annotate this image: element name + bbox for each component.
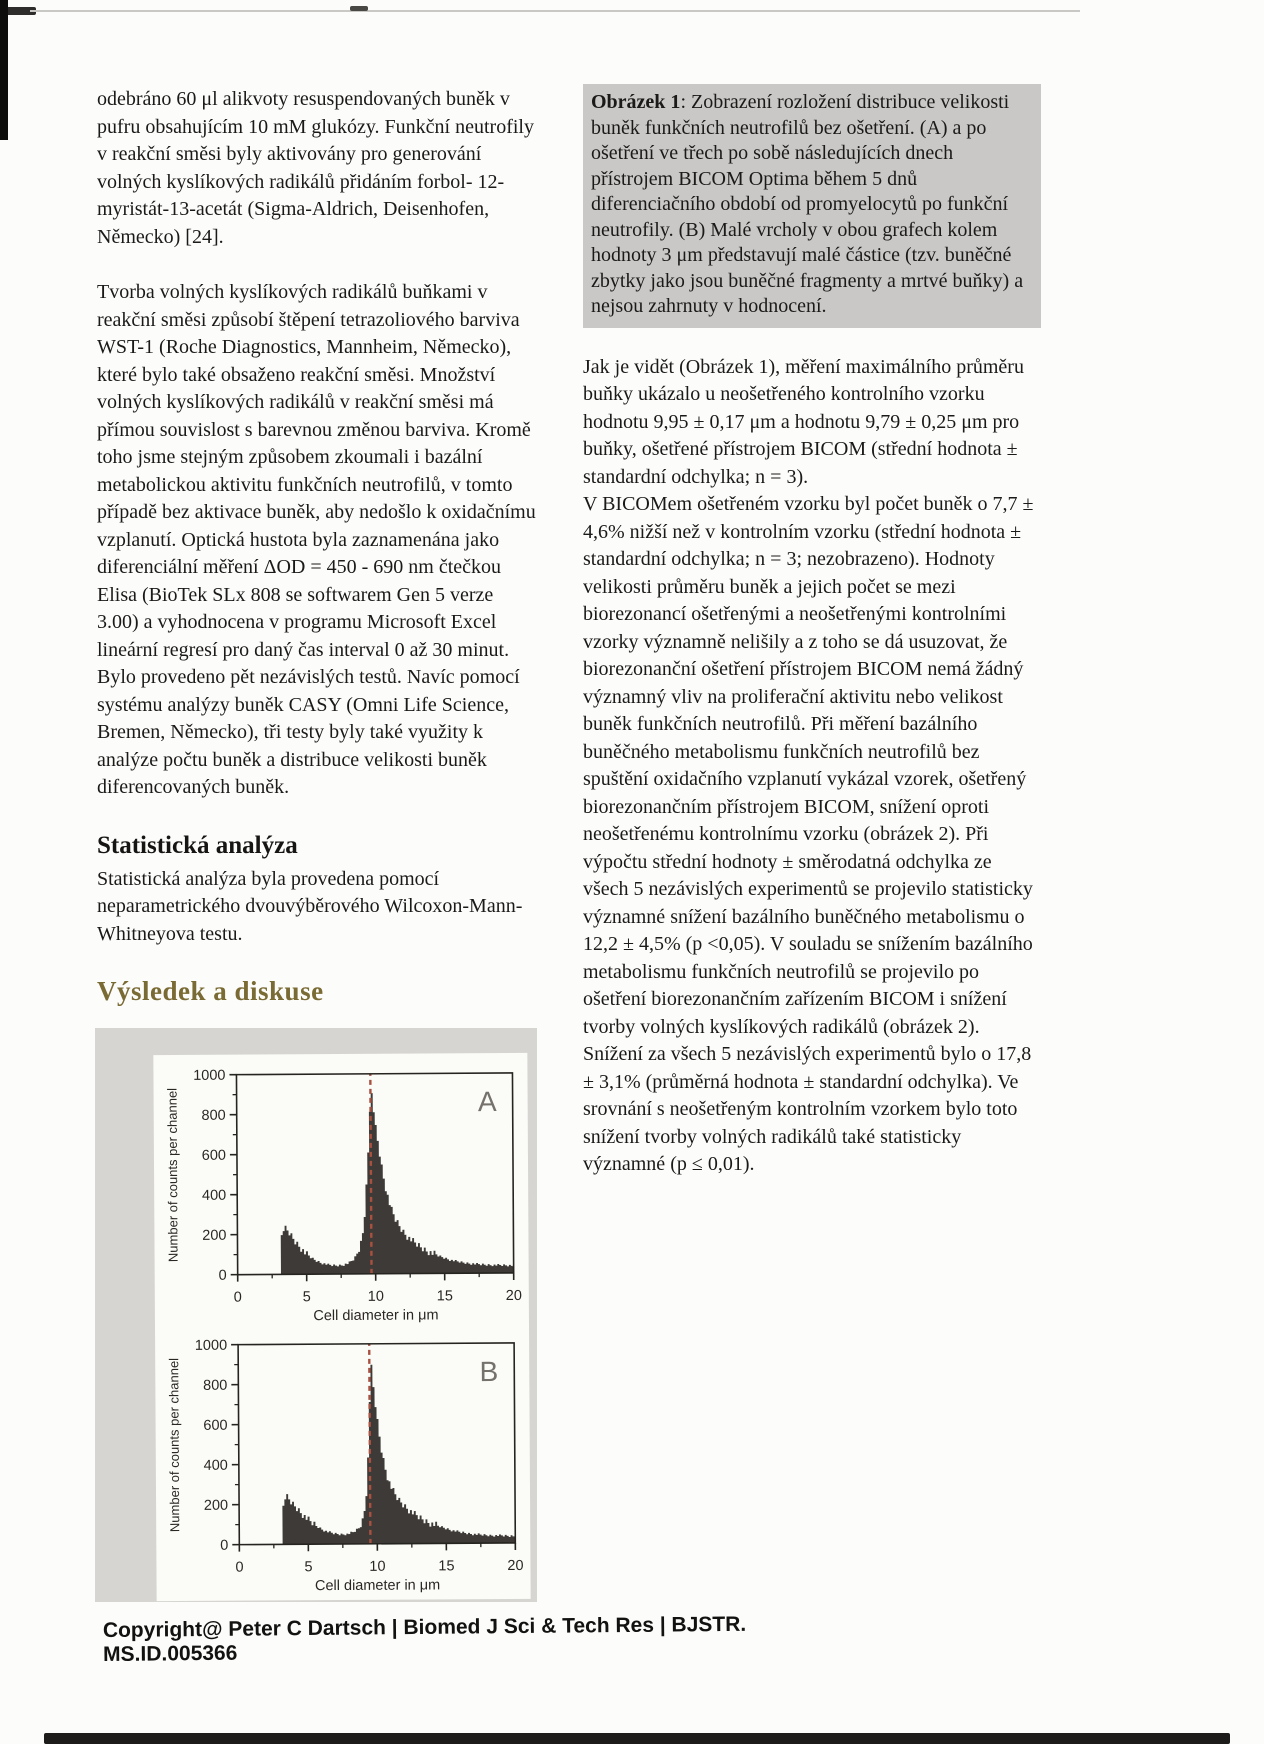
svg-text:15: 15 — [436, 1288, 453, 1305]
figure-caption-text: : Zobrazení rozložení distribuce velikosti buněk funkčních neutrofilů bez ošetření. (A) a po ošetření ve třech po sobě následujících dnech přístrojem BICOM Optima během 5 dnů diferenciačního období od promyelocytů po funkční neutrofily. (B) Malé vrcholy v obou grafech kolem hodnoty 3 μm představují malé částice (tzv. buněčné zbytky jako jsou buněčné fragmenty a mrtvé buňky) a nejsou zahrnuty v hodnocení. — [591, 91, 1024, 317]
paragraph-methods-aliquots: odebráno 60 μl alikvoty resuspendovaných buněk v pufru obsahujícím 10 mM glukózy. Funkční neutrofily v reakční směsi byly aktivovány pro generování volných kyslíkových radikálů přidáním forbol- 12-myristát-13-acetát (Sigma-Aldrich, Deisenhofen, Německo) [24]. — [97, 88, 534, 248]
panel-letter: B — [479, 1356, 499, 1388]
left-column — [97, 86, 539, 1008]
svg-text:5: 5 — [302, 1289, 311, 1306]
scan-mark-left-edge — [0, 0, 8, 140]
scan-mark-top-center — [350, 6, 368, 11]
histogram-svg-A — [154, 1057, 528, 1327]
histogram-chart-b — [156, 1327, 530, 1602]
paragraph-methods-radicals: Tvorba volných kyslíkových radikálů buňkami v reakční směsi způsobí štěpení tetrazoliového barviva WST-1 (Roche Diagnostics, Mannheim, Německo), které bylo také obsaženo reakční směsi. Množství volných kyslíkových radikálů v reakční směsi má přímou souvislost s barevnou změnou barviva. Kromě toho jsme stejným způsobem zkoumali i bazální metabolickou aktivitu funkčních neutrofilů, v tomto případě bez aktivace buněk, aby nedošlo k oxidačnímu vzplanutí. Optická hustota byla zaznamenána jako diferenciální měření ΔOD = 450 - 690 nm čtečkou Elisa (BioTek SLx 808 se softwarem Gen 5 verze 3.00) a vyhodnocena v programu Microsoft Excel lineární regresí pro daný čas interval 0 až 30 minut. Bylo provedeno pět nezávislých testů. Navíc pomocí systému analýzy buněk CASY (Omni Life Science, Bremen, Německo), tři testy byly také využity k analýze počtu buněk a distribuce velikosti buněk diferencovaných buněk. — [97, 281, 536, 798]
svg-text:400: 400 — [203, 1457, 228, 1474]
svg-text:400: 400 — [201, 1187, 227, 1204]
paragraph-statistical-analysis: Statistická analýza byla provedena pomocí neparametrického dvouvýběrového Wilcoxon-Mann-Whitneyova testu. — [97, 867, 523, 945]
svg-text:1000: 1000 — [193, 1067, 226, 1084]
svg-text:0: 0 — [233, 1289, 242, 1306]
panel-letter: A — [477, 1086, 497, 1118]
x-axis-title: Cell diameter in μm — [314, 1577, 441, 1595]
svg-text:5: 5 — [304, 1559, 313, 1576]
svg-text:10: 10 — [367, 1288, 384, 1305]
svg-text:1000: 1000 — [194, 1337, 228, 1354]
paragraph-results-diameter: Jak je vidět (Obrázek 1), měření maximálního průměru buňky ukázalo u neošetřeného kontrolního vzorku hodnotu 9,95 ± 0,17 μm a hodnotu 9,79 ± 0,25 μm pro buňky, ošetřené přístrojem BICOM (střední hodnota ± standardní odchylka; n = 3). — [583, 355, 1024, 488]
svg-text:800: 800 — [203, 1377, 228, 1394]
y-axis-title: Number of counts per channel — [166, 1357, 183, 1533]
histogram-area — [280, 1364, 516, 1545]
svg-text:15: 15 — [438, 1558, 455, 1575]
scan-edge-line — [30, 10, 1080, 12]
scan-mark-bottom-edge — [44, 1733, 1230, 1744]
svg-text:10: 10 — [369, 1558, 386, 1575]
figure-caption-label: Obrázek 1 — [591, 91, 681, 113]
paragraph-results-metabolism: V BICOMem ošetřeném vzorku byl počet buněk o 7,7 ± 4,6% nižší než v kontrolním vzorku (střední hodnota ± standardní odchylka; n = 3; nezobrazeno). Hodnoty velikosti průměru buněk a jejich počet se mezi biorezonancí ošetřenými a neošetřenými kontrolními vzorky významně nelišily a z toho se dá usuzovat, že biorezonanční ošetření přístrojem BICOM nemá žádný významný vliv na proliferační aktivitu nebo velikost buněk funkčních neutrofilů. Při měření bazálního buněčného metabolismu funkčních neutrofilů bez spuštění oxidačního vzplanutí vykázal vzorek, ošetřený biorezonančním přístrojem BICOM, snížení oproti neošetřenému kontrolnímu vzorku (obrázek 2). Při výpočtu střední hodnoty ± směrodatná odchylka ze všech 5 nezávislých experimentů se projevilo statisticky významné snížení bazálního buněčného metabolismu o 12,2 ± 4,5% (p <0,05). V souladu se snížením bazálního metabolismu funkčních neutrofilů se projevilo po ošetření biorezonančním zařízením BICOM i snížení tvorby volných kyslíkových radikálů (obrázek 2). Snížení za všech 5 nezávislých experimentů bylo o 17,8 ± 3,1% (průměrná hodnota ± standardní odchylka). Ve srovnání s neošetřeným kontrolním vzorkem bylo toto snížení tvorby volných radikálů také statisticky významné (p ≤ 0,01). — [583, 493, 1034, 1175]
svg-text:800: 800 — [201, 1107, 226, 1124]
figure-1-caption — [583, 84, 1041, 328]
peak-marker-line — [369, 1344, 370, 1544]
svg-text:600: 600 — [203, 1417, 228, 1434]
histogram-chart-a — [154, 1057, 528, 1332]
svg-text:0: 0 — [220, 1537, 229, 1554]
figure-1-panel — [153, 1053, 530, 1601]
right-column — [583, 84, 1041, 1179]
svg-text:600: 600 — [201, 1147, 227, 1164]
histogram-area — [278, 1092, 514, 1274]
x-axis-title: Cell diameter in μm — [313, 1307, 439, 1325]
svg-text:0: 0 — [235, 1559, 244, 1576]
figure-1 — [95, 1028, 537, 1602]
section-heading-statistical-analysis: Statistická analýza — [97, 831, 298, 859]
svg-text:0: 0 — [218, 1267, 227, 1284]
svg-text:20: 20 — [505, 1287, 522, 1304]
y-axis-title: Number of counts per channel — [164, 1087, 181, 1263]
svg-text:20: 20 — [507, 1557, 524, 1574]
copyright-line: Copyright@ Peter C Dartsch | Biomed J Sci & Tech Res | BJSTR. MS.ID.005366 — [102, 1612, 747, 1666]
svg-text:200: 200 — [203, 1497, 229, 1514]
histogram-svg-B — [156, 1327, 530, 1597]
svg-text:200: 200 — [202, 1227, 227, 1244]
section-heading-results-discussion: Výsledek a diskuse — [97, 976, 324, 1006]
